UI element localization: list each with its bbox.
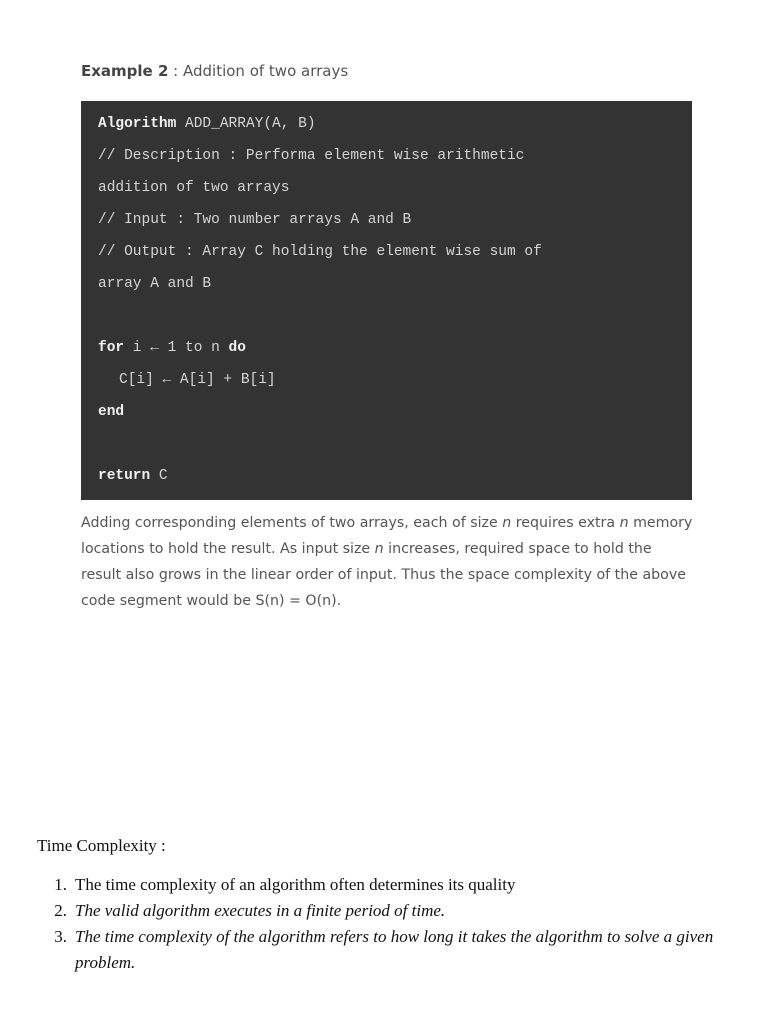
list-text: The time complexity of an algorithm often determines its quality	[75, 875, 516, 894]
desc-text: requires extra	[511, 515, 620, 531]
code-line-blank	[98, 305, 675, 337]
example-name: Addition of two arrays	[182, 62, 349, 80]
list-number: 3.	[54, 927, 67, 946]
desc-var: n	[374, 541, 384, 557]
code-block	[81, 101, 692, 500]
code-line-9: C[i] ← A[i] + B[i]	[119, 372, 276, 388]
code-line-1	[98, 113, 675, 145]
code-text: C	[150, 468, 168, 484]
code-keyword-algorithm: Algorithm	[98, 116, 177, 132]
list-number: 1.	[54, 875, 67, 894]
desc-text: Adding corresponding elements of two arrays, each of size	[81, 515, 503, 531]
code-line-4: // Input : Two number arrays A and B	[98, 212, 412, 228]
description-paragraph	[81, 510, 696, 614]
desc-var: n	[502, 515, 512, 531]
code-line-12	[98, 465, 675, 497]
desc-text: memory locations to hold the result. As input size	[81, 515, 693, 557]
example-separator: :	[168, 62, 183, 80]
code-line-6: array A and B	[98, 276, 212, 292]
list-text: The valid algorithm executes in a finite period of time.	[75, 901, 446, 920]
code-line-2: // Description : Performa element wise arithmetic	[98, 148, 525, 164]
code-keyword-return: return	[98, 468, 151, 484]
list-item	[37, 872, 727, 898]
example-label: Example 2	[81, 62, 169, 80]
code-text: i ← 1 to n	[124, 340, 229, 356]
example-title	[81, 62, 348, 80]
code-line-8	[98, 337, 675, 369]
code-line-10	[98, 401, 675, 433]
code-text: ADD_ARRAY(A, B)	[176, 116, 316, 132]
list-text: The time complexity of the algorithm refers to how long it takes the algorithm to solve a given problem.	[75, 927, 714, 972]
desc-var: n	[619, 515, 629, 531]
code-line-blank	[98, 433, 675, 465]
code-line-3: addition of two arrays	[98, 180, 290, 196]
code-keyword-for: for	[98, 340, 125, 356]
code-line-5: // Output : Array C holding the element wise sum of	[98, 244, 542, 260]
code-keyword-end: end	[98, 404, 125, 420]
code-keyword-do: do	[228, 340, 246, 356]
desc-text: increases, required space to hold the result also grows in the linear order of input. Thus the space complexity of the above code segment would be S(n) = O(n).	[81, 541, 686, 609]
time-complexity-list	[37, 872, 727, 976]
section-title: Time Complexity :	[37, 836, 166, 855]
list-item	[37, 898, 727, 924]
list-item	[37, 924, 727, 976]
list-number: 2.	[54, 901, 67, 920]
